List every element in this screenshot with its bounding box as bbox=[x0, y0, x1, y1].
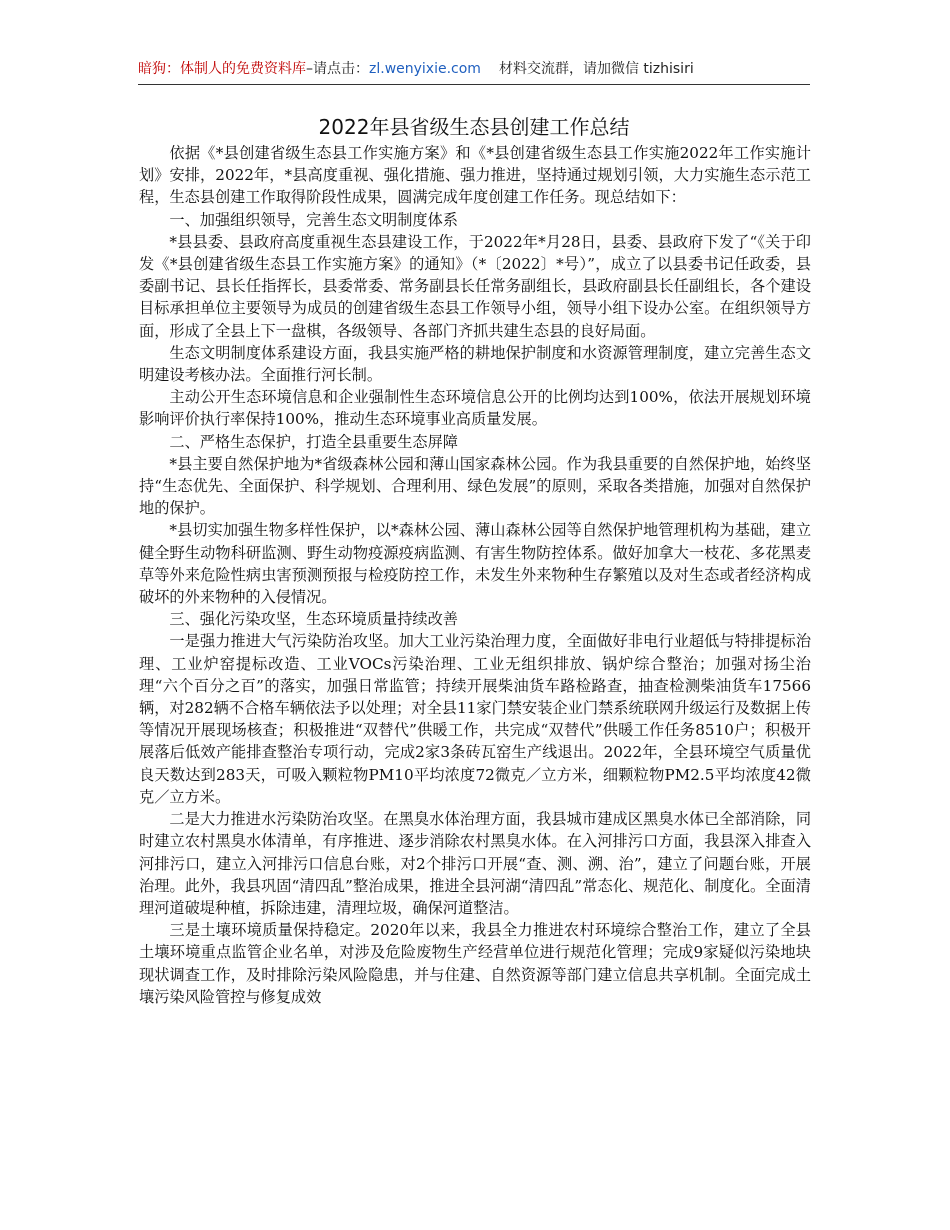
paragraph: 生态文明制度体系建设方面，我县实施严格的耕地保护制度和水资源管理制度，建立完善生态文明建设考核办法。全面推行河长制。 bbox=[139, 343, 811, 385]
header-wechat-note: 材料交流群，请加微信 tizhisiri bbox=[498, 61, 694, 77]
paragraph: *县切实加强生物多样性保护，以*森林公园、薄山森林公园等自然保护地管理机构为基础，建立健全野生动物科研监测、野生动物疫源疫病监测、有害生物防控体系。做好加拿大一枝花、多花黑麦草等外来危险性病虫害预测预报与检疫防控工作，未发生外来物种生存繁殖以及对生态或者经济构成破坏的外来物种的入侵情况。 bbox=[139, 521, 811, 607]
paragraph: 主动公开生态环境信息和企业强制性生态环境信息公开的比例均达到100%，依法开展规划环境影响评价执行率保持100%，推动生态环境事业高质量发展。 bbox=[139, 388, 811, 429]
paragraph: *县县委、县政府高度重视生态县建设工作，于2022年*月28日，县委、县政府下发了“《关于印发《*县创建省级生态县工作实施方案》的通知》（*〔2022〕*号）”，成立了以县委书记任政委，县委副书记、县长任指挥长，县委常委、常务副县长任常务副组长，县政府副县长任副组长，各个建设目标承担单位主要领导为成员的创建省级生态县工作领导小组，领导小组下设办公室。在组织领导方面，形成了全县上下一盘棋，各级领导、各部门齐抓共建生态县的良好局面。 bbox=[139, 232, 811, 340]
intro-paragraph: 依据《*县创建省级生态县工作实施方案》和《*县创建省级生态县工作实施2022年工作实施计划》安排，2022年，*县高度重视、强化措施、强力推进，坚持通过规划引领，大力实施生态示范工程，生态县创建工作取得阶段性成果，圆满完成年度创建工作任务。现总结如下： bbox=[139, 144, 811, 207]
document-body bbox=[139, 142, 811, 1008]
header-brand: 暗狗：体制人的免费资料库 bbox=[138, 61, 306, 77]
header-url-link[interactable]: zl.wenyixie.com bbox=[369, 61, 481, 77]
page-header bbox=[138, 56, 810, 85]
document-title: 2022年县省级生态县创建工作总结 bbox=[318, 115, 630, 139]
paragraph: *县主要自然保护地为*省级森林公园和薄山国家森林公园。作为我县重要的自然保护地，始终坚持“生态优先、全面保护、科学规划、合理利用、绿色发展”的原则，采取各类措施，加强对自然保护地的保护。 bbox=[139, 454, 811, 518]
section-heading-1: 一、加强组织领导，完善生态文明制度体系 bbox=[169, 210, 458, 229]
section-heading-3: 三、强化污染攻坚，生态环境质量持续改善 bbox=[169, 610, 458, 629]
paragraph: 二是大力推进水污染防治攻坚。在黑臭水体治理方面，我县城市建成区黑臭水体已全部消除，同时建立农村黑臭水体清单，有序推进、逐步消除农村黑臭水体。在入河排污口方面，我县深入排查入河排污口，建立入河排污口信息台账，对2个排污口开展“查、测、溯、治”，建立了问题台账，开展治理。此外，我县巩固“清四乱”整治成果，推进全县河湖“清四乱”常态化、规范化、制度化。全面清理河道破堤种植，拆除违建，清理垃圾，确保河道整洁。 bbox=[139, 810, 811, 917]
paragraph: 三是土壤环境质量保持稳定。2020年以来，我县全力推进农村环境综合整治工作，建立了全县土壤环境重点监管企业名单，对涉及危险废物生产经营单位进行规范化管理；完成9家疑似污染地块现状调查工作，及时排除污染风险隐患，并与住建、自然资源等部门建立信息共享机制。全面完成土壤污染风险管控与修复成效 bbox=[139, 921, 811, 1006]
paragraph: 一是强力推进大气污染防治攻坚。加大工业污染治理力度，全面做好非电行业超低与特排提标治理、工业炉窑提标改造、工业VOCs污染治理、工业无组织排放、锅炉综合整治；加强对扬尘治理“六个百分之百”的落实，加强日常监管；持续开展柴油货车路检路查，抽查检测柴油货车17566辆，对282辆不合格车辆依法予以处理；对全县11家门禁安装企业门禁系统联网升级运行及数据上传等情况开展现场核查；积极推进“双替代”供暖工作，共完成“双替代”供暖工作任务8510户；积极开展落后低效产能排查整治专项行动，完成2家3条砖瓦窑生产线退出。2022年，全县环境空气质量优良天数达到283天，可吸入颗粒物PM10平均浓度72微克／立方米，细颗粒物PM2.5平均浓度42微克／立方米。 bbox=[139, 632, 811, 806]
header-click-prompt: –请点击： bbox=[306, 61, 369, 77]
section-heading-2: 二、严格生态保护，打造全县重要生态屏障 bbox=[169, 432, 458, 451]
